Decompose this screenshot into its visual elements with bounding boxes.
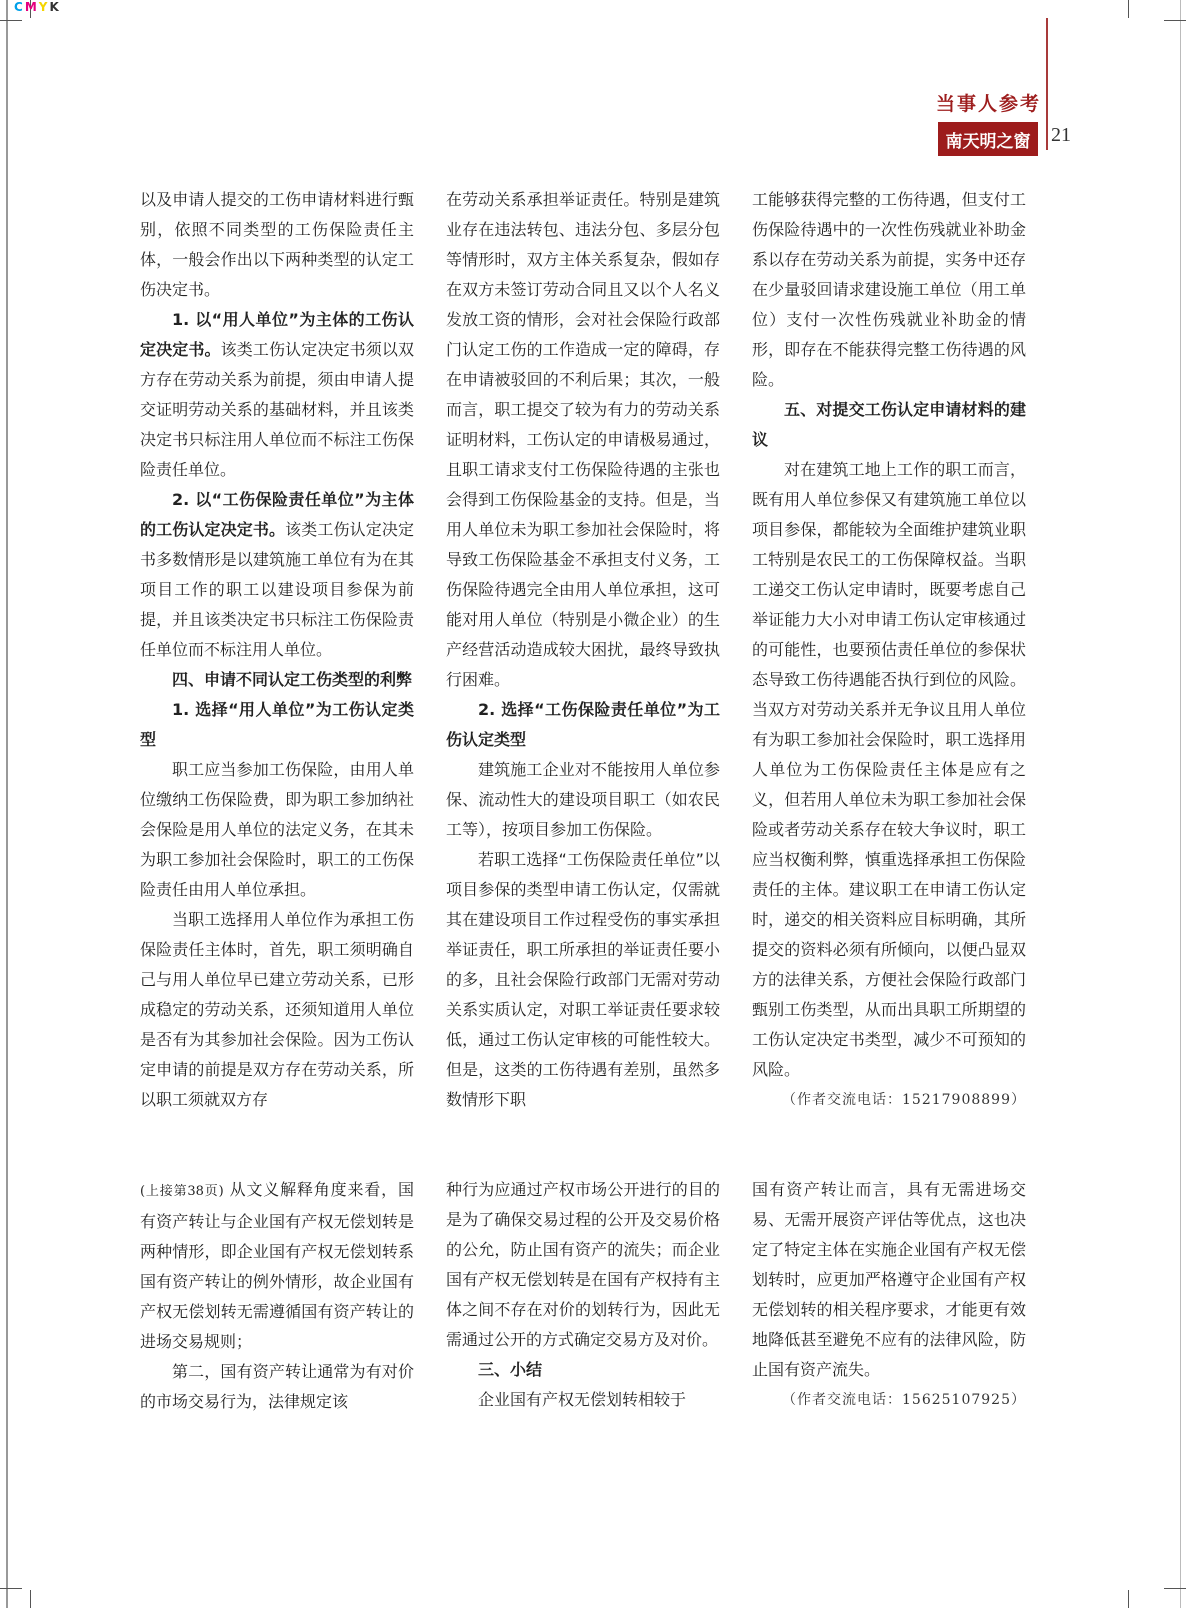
- article1-column-3: [752, 185, 1026, 1115]
- paragraph: 当职工选择用人单位作为承担工伤保险责任主体时，首先，职工须明确自己与用人单位早已建立劳动关系，已形成稳定的劳动关系，还须知道用人单位是否有为其参加社会保险。因为工伤认定申请的前提是双方存在劳动关系，所以职工须就双方存: [140, 910, 414, 1109]
- crop-mark-bottom-right: [1164, 1588, 1186, 1589]
- cmyk-k: K: [49, 0, 61, 14]
- cmyk-m: M: [24, 0, 39, 14]
- heading-inline: 2. 以“工伤保险责任单位”为主体的工伤认定决定书。: [140, 490, 414, 539]
- paragraph-text: 该类工伤认定决定书须以双方存在劳动关系为前提，须由申请人提交证明劳动关系的基础材料，并且该类决定书只标注用人单位而不标注工伤保险责任单位。: [140, 340, 414, 479]
- article2-column-1: [140, 1175, 414, 1417]
- paragraph: 企业国有产权无偿划转相较于: [478, 1390, 687, 1409]
- crop-mark-top-left: [0, 20, 22, 21]
- page-left-border: [6, 0, 8, 1608]
- section-title: 当事人参考: [936, 93, 1042, 115]
- paragraph: 职工应当参加工伤保险，由用人单位缴纳工伤保险费，即为职工参加纳社会保险是用人单位的法定义务，在其未为职工参加社会保险时，职工的工伤保险责任由用人单位承担。: [140, 760, 414, 899]
- cmyk-c: C: [14, 0, 25, 14]
- paragraph: 在劳动关系承担举证责任。特别是建筑业存在违法转包、违法分包、多层分包等情形时，双方主体关系复杂，假如存在双方未签订劳动合同且又以个人名义发放工资的情形，会对社会保险行政部门认定工伤的工作造成一定的障碍，存在申请被驳回的不利后果；其次，一般而言，职工提交了较为有力的劳动关系证明材料，工伤认定的申请极易通过，且职工请求支付工伤保险待遇的主张也会得到工伤保险基金的支持。但是，当用人单位未为职工参加社会保险时，将导致工伤保险基金不承担支付义务，工伤保险待遇完全由用人单位承担，这可能对用人单位（特别是小微企业）的生产经营活动造成较大困扰，最终导致执行困难。: [446, 190, 720, 689]
- crop-mark-top-right-v: [1128, 0, 1129, 18]
- cmyk-y: Y: [38, 0, 50, 14]
- subsection-heading: 2. 选择“工伤保险责任单位”为工伤认定类型: [446, 700, 720, 749]
- paragraph-text: 该类工伤认定决定书多数情形是以建筑施工单位有为在其项目工作的职工以建设项目参保为前提，并且该类决定书只标注工伤保险责任单位而不标注用人单位。: [140, 520, 414, 659]
- author-contact: （作者交流电话：15625107925）: [782, 1392, 1026, 1408]
- column-badge: 南天明之窗: [938, 122, 1038, 156]
- header-divider: [1046, 18, 1048, 150]
- paragraph: 若职工选择“工伤保险责任单位”以项目参保的类型申请工伤认定，仅需就其在建设项目工作过程受伤的事实承担举证责任，职工所承担的举证责任要小的多，且社会保险行政部门无需对劳动关系实质认定，对职工举证责任要求较低，通过工伤认定审核的可能性较大。但是，这类的工伤待遇有差别，虽然多数情形下职: [446, 850, 720, 1109]
- article1-column-1: [140, 185, 414, 1115]
- crop-mark-bottom-left: [0, 1588, 22, 1589]
- article2-column-2: [446, 1175, 720, 1415]
- crop-mark-top-right: [1164, 20, 1186, 21]
- page-right-border: [1180, 0, 1181, 1608]
- paragraph: [140, 485, 414, 665]
- crop-mark-bottom-left-v: [30, 1590, 31, 1608]
- paragraph: 工能够获得完整的工伤待遇，但支付工伤保险待遇中的一次性伤残就业补助金系以存在劳动关系为前提，实务中还存在少量驳回请求建设施工单位（用工单位）支付一次性伤残就业补助金的情形，即存在不能获得完整工伤待遇的风险。: [752, 190, 1026, 389]
- subsection-heading: 1. 选择“用人单位”为工伤认定类型: [140, 700, 414, 749]
- paragraph: 建筑施工企业对不能按用人单位参保、流动性大的建设项目职工（如农民工等），按项目参加工伤保险。: [446, 760, 720, 839]
- cmyk-marks: [14, 0, 61, 14]
- heading-inline: 1. 以“用人单位”为主体的工伤认定决定书。: [140, 310, 414, 359]
- paragraph: 以及申请人提交的工伤申请材料进行甄别，依照不同类型的工伤保险责任主体，一般会作出以下两种类型的认定工伤决定书。: [140, 190, 414, 299]
- section-heading: 三、小结: [478, 1360, 543, 1379]
- paragraph: [140, 1175, 414, 1357]
- page-number: 21: [1051, 124, 1071, 146]
- paragraph-text: 从文义解释角度来看，国有资产转让与企业国有产权无偿划转是两种情形，即企业国有产权无偿划转系国有资产转让的例外情形，故企业国有产权无偿划转无需遵循国有资产转让的进场交易规则；: [140, 1180, 414, 1351]
- continued-tag: (上接第38页): [140, 1184, 224, 1199]
- article1-column-2: [446, 185, 720, 1115]
- section-heading: 五、对提交工伤认定申请材料的建议: [752, 400, 1026, 449]
- section-heading: 四、申请不同认定工伤类型的利弊: [172, 670, 413, 689]
- paragraph: 对在建筑工地上工作的职工而言，既有用人单位参保又有建筑施工单位以项目参保，都能较为全面维护建筑业职工特别是农民工的工伤保障权益。当职工递交工伤认定申请时，既要考虑自己举证能力大小对申请工伤认定审核通过的可能性，也要预估责任单位的参保状态导致工伤待遇能否执行到位的风险。当双方对劳动关系并无争议且用人单位有为职工参加社会保险时，职工选择用人单位为工伤保险责任主体是应有之义，但若用人单位未为职工参加社会保险或者劳动关系存在较大争议时，职工应当权衡利弊，慎重选择承担工伤保险责任的主体。建议职工在申请工伤认定时，递交的相关资料应目标明确，其所提交的资料必须有所倾向，以便凸显双方的法律关系，方便社会保险行政部门甄别工伤类型，从而出具职工所期望的工伤认定决定书类型，减少不可预知的风险。: [752, 460, 1026, 1079]
- paragraph: 种行为应通过产权市场公开进行的目的是为了确保交易过程的公开及交易价格的公允，防止国有资产的流失；而企业国有产权无偿划转是在国有产权持有主体之间不存在对价的划转行为，因此无需通过公开的方式确定交易方及对价。: [446, 1180, 720, 1349]
- crop-mark-bottom-right-v: [1128, 1590, 1129, 1608]
- paragraph: [140, 305, 414, 485]
- paragraph: 国有资产转让而言，具有无需进场交易、无需开展资产评估等优点，这也决定了特定主体在实施企业国有产权无偿划转时，应更加严格遵守企业国有产权无偿划转的相关程序要求，才能更有效地降低甚至避免不应有的法律风险，防止国有资产流失。: [752, 1180, 1026, 1379]
- article2-column-3: [752, 1175, 1026, 1415]
- paragraph: 第二，国有资产转让通常为有对价的市场交易行为，法律规定该: [140, 1362, 414, 1411]
- author-contact: （作者交流电话：15217908899）: [782, 1092, 1026, 1108]
